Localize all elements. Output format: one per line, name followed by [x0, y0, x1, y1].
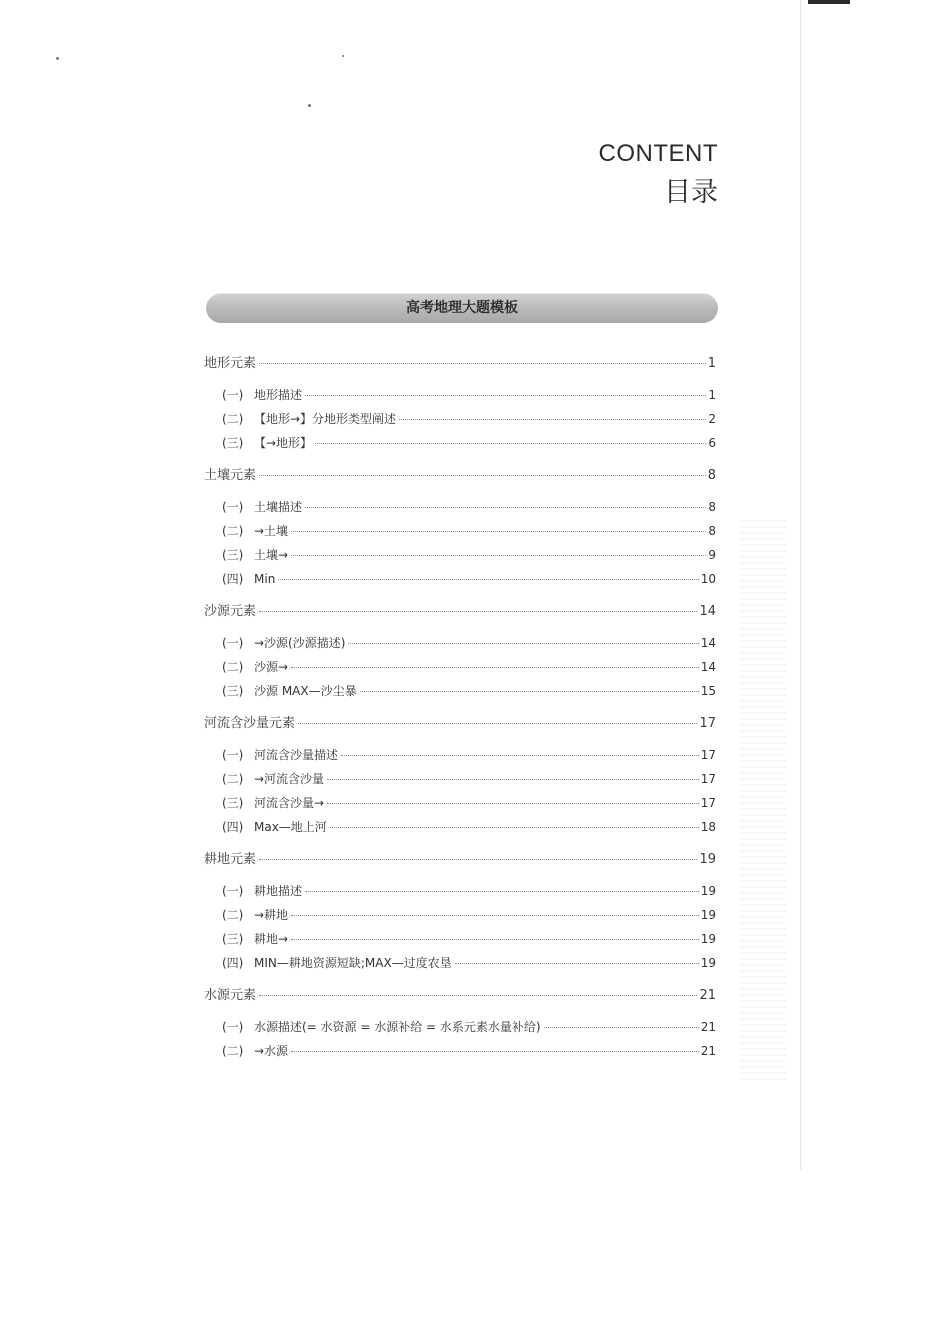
toc-page-number: 19 — [699, 852, 716, 867]
toc-subsection-title: 沙源 MAX—沙尘暴 — [254, 684, 357, 698]
toc-subsection-number: (三) — [222, 436, 244, 450]
dot-leader — [305, 891, 699, 892]
toc-section-entry[interactable] — [204, 712, 716, 736]
toc-subsection-label — [222, 570, 275, 587]
toc-page-number: 9 — [708, 548, 716, 562]
toc-subsection-entry[interactable] — [204, 434, 716, 458]
toc-subsection-title: →河流含沙量 — [254, 772, 325, 786]
toc-section-entry[interactable] — [204, 984, 716, 1008]
toc-subsection-number: (二) — [222, 524, 244, 538]
toc-subsection-entry[interactable] — [204, 954, 716, 978]
toc-subsection-title: MIN—耕地资源短缺;MAX—过度农垦 — [254, 956, 452, 970]
toc-page-number: 17 — [699, 716, 716, 731]
toc-page-number: 8 — [708, 524, 716, 538]
toc-page-number: 21 — [700, 1020, 716, 1034]
dot-leader — [259, 475, 706, 476]
dot-leader — [330, 827, 699, 828]
dot-leader — [305, 395, 706, 396]
toc-subsection-label — [222, 434, 312, 451]
scan-noise — [740, 520, 786, 1080]
toc-subsection-entry[interactable] — [204, 386, 716, 410]
scan-speck — [56, 57, 59, 60]
dot-leader — [259, 995, 697, 996]
dot-leader — [327, 779, 699, 780]
toc-subsection-title: →土壤 — [254, 524, 289, 538]
toc-section-entry[interactable] — [204, 464, 716, 488]
toc-subsection-entry[interactable] — [204, 498, 716, 522]
dot-leader — [291, 667, 699, 668]
dot-leader — [360, 691, 699, 692]
toc-subsection-entry[interactable] — [204, 658, 716, 682]
toc-page-number: 19 — [700, 884, 716, 898]
toc-subsection-entry[interactable] — [204, 770, 716, 794]
toc-subsection-title: 耕地→ — [254, 932, 289, 946]
toc-page-number: 1 — [708, 388, 716, 402]
dot-leader — [298, 723, 697, 724]
toc-subsection-number: (二) — [222, 772, 244, 786]
dot-leader — [315, 443, 706, 444]
toc-subsection-number: (二) — [222, 908, 244, 922]
toc-subsection-title: Min — [254, 572, 276, 586]
dot-leader — [341, 755, 699, 756]
toc-subsection-label — [222, 546, 288, 563]
toc-page-number: 17 — [700, 748, 716, 762]
toc-subsection-label — [222, 522, 288, 539]
toc-subsection-number: (二) — [222, 412, 244, 426]
dot-leader — [291, 555, 706, 556]
toc-subsection-number: (一) — [222, 388, 244, 402]
toc-subsection-title: 地形描述 — [254, 388, 303, 402]
toc-subsection-label — [222, 634, 345, 651]
toc-subsection-label — [222, 1042, 288, 1059]
toc-subsection-entry[interactable] — [204, 522, 716, 546]
toc-page-number: 14 — [700, 636, 716, 650]
toc-subsection-label — [222, 746, 338, 763]
toc-subsection-title: 土壤描述 — [254, 500, 303, 514]
toc-subsection-label — [222, 410, 396, 427]
toc-subsection-number: (四) — [222, 956, 244, 970]
toc-subsection-title: 水源描述(= 水资源 = 水源补给 = 水系元素水量补给) — [254, 1020, 541, 1034]
toc-page-number: 15 — [700, 684, 716, 698]
toc-subsection-number: (二) — [222, 660, 244, 674]
toc-page-number: 17 — [700, 772, 716, 786]
toc-section-title: 地形元素 — [204, 356, 257, 371]
toc-subsection-entry[interactable] — [204, 746, 716, 770]
toc-subsection-number: (三) — [222, 684, 244, 698]
toc-section — [204, 352, 716, 464]
toc-subsection-title: →耕地 — [254, 908, 289, 922]
dot-leader — [291, 915, 699, 916]
dot-leader — [259, 859, 697, 860]
dot-leader — [455, 963, 699, 964]
toc-section-title: 河流含沙量元素 — [204, 716, 296, 731]
toc-subsection-title: 【→地形】 — [254, 436, 313, 450]
toc-section-title: 耕地元素 — [204, 852, 257, 867]
toc-subsection-entry[interactable] — [204, 682, 716, 706]
toc-subsection-entry[interactable] — [204, 546, 716, 570]
toc-subsection-label — [222, 930, 288, 947]
dot-leader — [291, 1051, 699, 1052]
toc-section — [204, 984, 716, 1072]
toc-subsection-entry[interactable] — [204, 818, 716, 842]
toc-subsection-number: (四) — [222, 820, 244, 834]
scan-edge — [800, 0, 801, 1170]
toc-page-number: 19 — [700, 956, 716, 970]
toc-subsection-number: (一) — [222, 748, 244, 762]
toc-subsection-entry[interactable] — [204, 882, 716, 906]
toc-subsection-entry[interactable] — [204, 570, 716, 594]
toc-subsection-entry[interactable] — [204, 930, 716, 954]
dot-leader — [305, 507, 706, 508]
toc-subsection-title: 沙源→ — [254, 660, 289, 674]
dot-leader — [291, 531, 706, 532]
toc-subsection-number: (一) — [222, 500, 244, 514]
toc-subsection-label — [222, 682, 357, 699]
toc-section-entry[interactable] — [204, 600, 716, 624]
dot-leader — [348, 643, 698, 644]
page-title-en: CONTENT — [598, 140, 718, 167]
toc-page-number: 21 — [699, 988, 716, 1003]
toc-subsection-number: (四) — [222, 572, 244, 586]
toc-subsection-entry[interactable] — [204, 634, 716, 658]
toc-subsection-entry[interactable] — [204, 794, 716, 818]
toc-subsection-entry[interactable] — [204, 1042, 716, 1066]
toc-page-number: 1 — [707, 356, 716, 371]
toc-page-number: 6 — [708, 436, 716, 450]
toc-page-number: 14 — [700, 660, 716, 674]
toc-subsection-number: (一) — [222, 636, 244, 650]
scan-corner-mark — [808, 0, 850, 4]
page-title-cn: 目录 — [664, 177, 718, 208]
toc-section — [204, 712, 716, 848]
scan-speck — [308, 104, 311, 107]
section-banner: 高考地理大题模板 — [206, 293, 718, 323]
toc-subsection-title: 河流含沙量描述 — [254, 748, 339, 762]
toc-subsection-title: →沙源(沙源描述) — [254, 636, 346, 650]
toc-subsection-label — [222, 498, 302, 515]
toc-subsection-number: (三) — [222, 548, 244, 562]
toc-page-number: 18 — [700, 820, 716, 834]
section-spacer — [204, 1066, 716, 1072]
dot-leader — [259, 363, 706, 364]
toc-page-number: 14 — [699, 604, 716, 619]
dot-leader — [327, 803, 699, 804]
toc-subsection-entry[interactable] — [204, 906, 716, 930]
dot-leader — [544, 1027, 699, 1028]
toc-subsection-label — [222, 954, 452, 971]
toc-subsection-label — [222, 882, 302, 899]
toc-subsection-title: 土壤→ — [254, 548, 289, 562]
toc-section — [204, 464, 716, 600]
dot-leader — [278, 579, 698, 580]
toc-subsection-label — [222, 658, 288, 675]
toc-section — [204, 600, 716, 712]
toc-section-title: 土壤元素 — [204, 468, 257, 483]
toc-subsection-number: (三) — [222, 796, 244, 810]
toc-subsection-number: (一) — [222, 884, 244, 898]
toc-subsection-entry[interactable] — [204, 410, 716, 434]
toc-section-title: 水源元素 — [204, 988, 257, 1003]
toc-subsection-title: 河流含沙量→ — [254, 796, 325, 810]
toc-subsection-label — [222, 794, 324, 811]
toc-subsection-label — [222, 770, 324, 787]
toc-page-number: 2 — [708, 412, 716, 426]
toc-subsection-label — [222, 818, 327, 835]
toc-section — [204, 848, 716, 984]
toc-subsection-entry[interactable] — [204, 1018, 716, 1042]
toc-page-number: 21 — [700, 1044, 716, 1058]
toc-subsection-title: Max—地上河 — [254, 820, 327, 834]
toc-page-number: 17 — [700, 796, 716, 810]
toc-subsection-number: (一) — [222, 1020, 244, 1034]
toc-page-number: 19 — [700, 908, 716, 922]
toc-subsection-title: →水源 — [254, 1044, 289, 1058]
dot-leader — [259, 611, 697, 612]
toc-section-entry[interactable] — [204, 848, 716, 872]
toc-section-title: 沙源元素 — [204, 604, 257, 619]
toc-subsection-number: (二) — [222, 1044, 244, 1058]
toc-subsection-label — [222, 906, 288, 923]
scan-speck — [342, 55, 344, 57]
toc-page-number: 8 — [708, 500, 716, 514]
toc-page-number: 8 — [707, 468, 716, 483]
toc-subsection-label — [222, 1018, 541, 1035]
toc-page-number: 19 — [700, 932, 716, 946]
toc-section-entry[interactable] — [204, 352, 716, 376]
table-of-contents — [204, 352, 716, 1072]
dot-leader — [399, 419, 706, 420]
toc-subsection-title: 耕地描述 — [254, 884, 303, 898]
toc-subsection-number: (三) — [222, 932, 244, 946]
toc-subsection-title: 【地形→】分地形类型阐述 — [254, 412, 397, 426]
toc-page-number: 10 — [700, 572, 716, 586]
toc-subsection-label — [222, 386, 302, 403]
dot-leader — [291, 939, 699, 940]
